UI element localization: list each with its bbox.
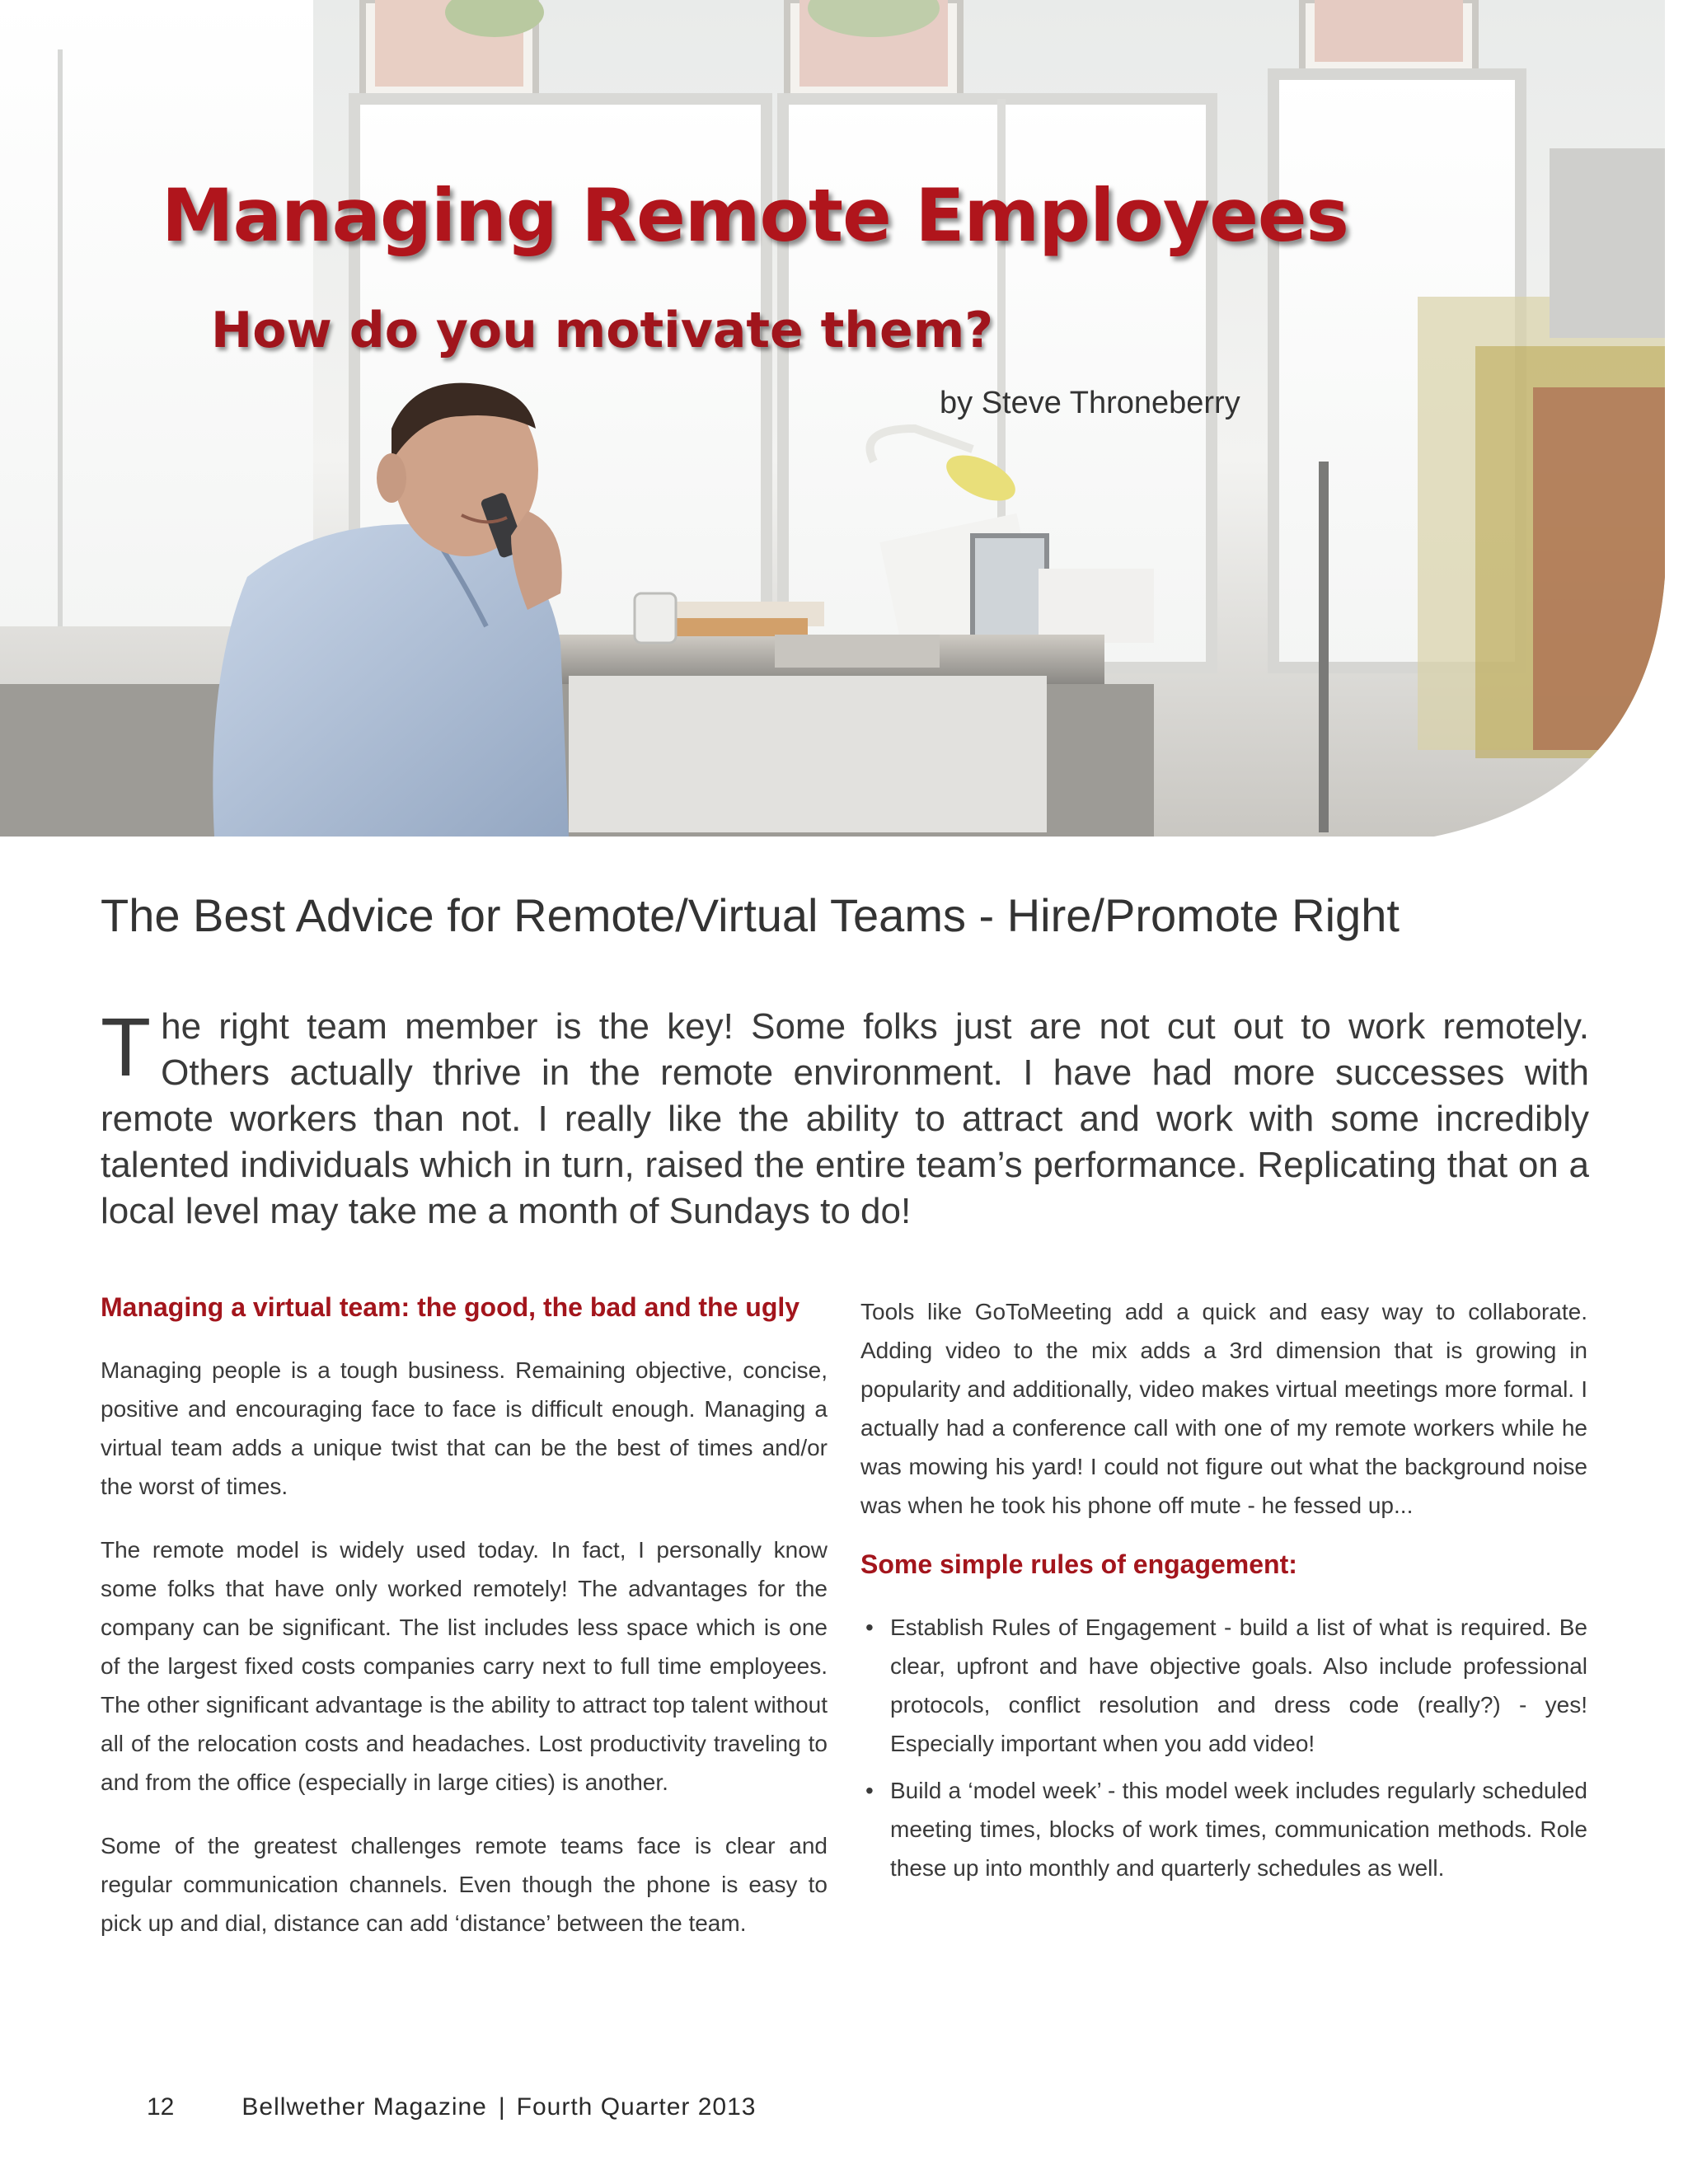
rules-list — [860, 1608, 1587, 1887]
rules-heading: Some simple rules of engagement: — [860, 1549, 1297, 1579]
office-scene-illustration — [0, 0, 1665, 837]
article-title: Managing Remote Employees — [162, 173, 1348, 258]
left-column-heading: Managing a virtual team: the good, the bad and the ugly — [101, 1292, 800, 1322]
lead-paragraph — [101, 1001, 1589, 1235]
left-paragraph-3: Some of the greatest challenges remote teams face is clear and regular communication channels. Even though the phone is easy to pick up and dial, distance can add ‘distance’ between the team. — [101, 1833, 828, 1936]
left-column — [101, 1292, 828, 1967]
page-footer — [147, 2093, 756, 2121]
article-subtitle: How do you motivate them? — [211, 302, 994, 359]
issue-label: Fourth Quarter 2013 — [516, 2093, 757, 2121]
right-column — [860, 1292, 1587, 1896]
page-number: 12 — [147, 2093, 175, 2121]
bullet-icon: • — [865, 1778, 874, 1803]
footer-separator: | — [498, 2093, 505, 2121]
bullet-icon: • — [865, 1615, 874, 1640]
magazine-name: Bellwether Magazine — [241, 2093, 487, 2121]
left-paragraph-1: Managing people is a tough business. Remaining objective, concise, positive and encouraging face to face is difficult enough. Managing a virtual team adds a unique twist that can be the best of times and/or the worst of times. — [101, 1357, 828, 1499]
lead-text: he right team member is the key! Some folks just are not cut out to work remotely. Others actually thrive in the remote environment. I have had more successes with remote workers than not. I really like the ability to attract and work with some incredibly talented individuals which in turn, raised the entire team’s performance. Replicating that on a local level may take me a month of Sundays to do! — [101, 1006, 1589, 1231]
rule-text: Build a ‘model week’ - this model week includes regularly scheduled meeting times, blocks of work times, communication methods. Role these up into monthly and quarterly schedules as well. — [890, 1778, 1587, 1881]
left-paragraph-2: The remote model is widely used today. In fact, I personally know some folks that have only worked remotely! The advantages for the company can be significant. The list includes less space which is one of the largest fixed costs companies carry next to full time employees. The other significant advantage is the ability to attract top talent without all of the relocation costs and headaches. Lost productivity traveling to and from the office (especially in large cities) is another. — [101, 1537, 828, 1795]
right-paragraph-1: Tools like GoToMeeting add a quick and easy way to collaborate. Adding video to the mix adds a 3rd dimension that is growing in popularity and additionally, video makes virtual meetings more formal. I actually had a conference call with one of my remote workers while he was mowing his yard! I could not figure out what the background noise was when he took his phone off mute - he fessed up... — [860, 1299, 1587, 1518]
hero-photo — [0, 0, 1665, 837]
author-byline: by Steve Throneberry — [940, 386, 1240, 420]
section-heading: The Best Advice for Remote/Virtual Teams - Hire/Promote Right — [101, 889, 1400, 941]
drop-cap: T — [101, 1001, 152, 1094]
rule-item — [860, 1771, 1587, 1887]
rule-text: Establish Rules of Engagement - build a list of what is required. Be clear, upfront and have objective goals. Also include professional protocols, conflict resolution and dress code (really?) - yes! Especially important when you add video! — [890, 1615, 1587, 1756]
rule-item — [860, 1608, 1587, 1763]
